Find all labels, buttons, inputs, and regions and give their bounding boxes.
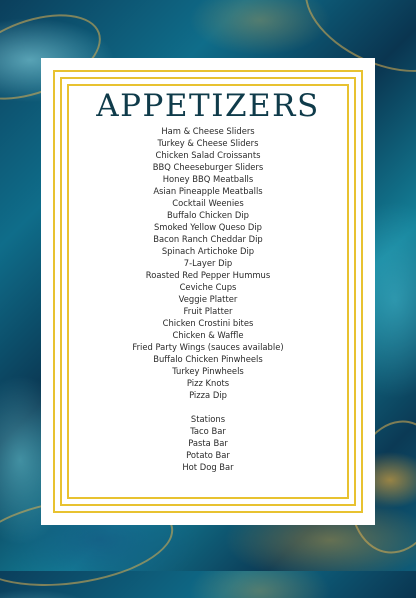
list-item: Roasted Red Pepper Hummus — [145, 270, 271, 280]
list-item: Turkey Pinwheels — [172, 366, 244, 376]
station-item: Potato Bar — [186, 450, 230, 460]
list-item: Smoked Yellow Queso Dip — [153, 222, 263, 232]
station-item: Hot Dog Bar — [182, 462, 234, 472]
list-item: Ham & Cheese Sliders — [161, 126, 255, 136]
list-spacer — [41, 401, 375, 413]
list-item: Fruit Platter — [183, 306, 233, 316]
list-item: Asian Pineapple Meatballs — [153, 186, 263, 196]
station-item: Taco Bar — [190, 426, 226, 436]
stations-heading: Stations — [190, 414, 226, 424]
list-item: Spinach Artichoke Dip — [161, 246, 255, 256]
menu-list — [41, 125, 375, 473]
list-item: Pizz Knots — [186, 378, 230, 388]
list-item: Bacon Ranch Cheddar Dip — [153, 234, 263, 244]
list-item: Fried Party Wings (sauces available) — [132, 342, 284, 352]
list-item: Ceviche Cups — [179, 282, 237, 292]
list-item: Honey BBQ Meatballs — [162, 174, 254, 184]
list-item: Chicken Salad Croissants — [155, 150, 261, 160]
title-text: APPETIZERS — [96, 88, 320, 124]
list-item: Turkey & Cheese Sliders — [157, 138, 259, 148]
list-item: Veggie Platter — [178, 294, 238, 304]
list-item: 7-Layer Dip — [183, 258, 233, 268]
menu-card — [41, 58, 375, 525]
station-item: Pasta Bar — [188, 438, 228, 448]
list-item: Pizza Dip — [189, 390, 227, 400]
list-item: Buffalo Chicken Dip — [167, 210, 249, 220]
list-item: Chicken & Waffle — [172, 330, 244, 340]
list-item: Cocktail Weenies — [172, 198, 244, 208]
list-item: Chicken Crostini bites — [162, 318, 254, 328]
page-title — [41, 88, 375, 124]
list-item: BBQ Cheeseburger Sliders — [152, 162, 264, 172]
list-item: Buffalo Chicken Pinwheels — [153, 354, 263, 364]
